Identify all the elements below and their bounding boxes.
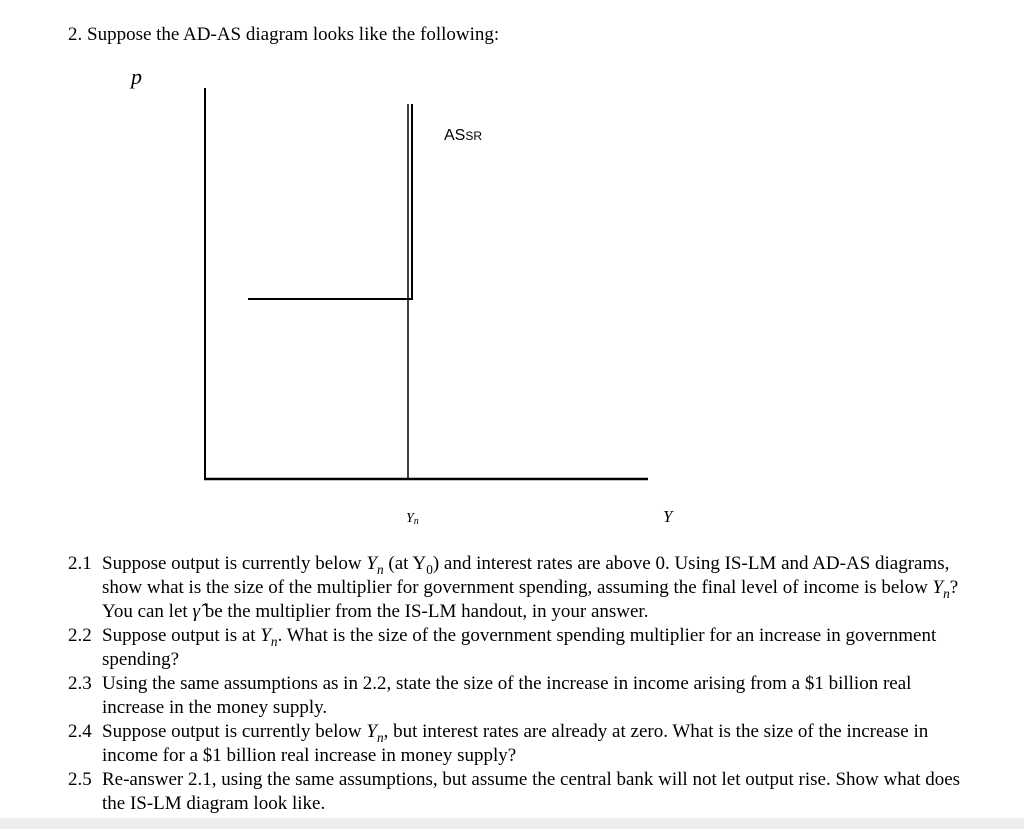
- as-sr-label: ASSR: [444, 127, 483, 144]
- question-heading: 2. Suppose the AD-AS diagram looks like the following:: [68, 24, 500, 45]
- yn-tick-label: Yn: [406, 511, 419, 527]
- question-2-3: 2.3 Using the same assumptions as in 2.2, state the size of the increase in income arising from a $1 billion real increase in the money supply.: [68, 673, 912, 718]
- question-2-5: 2.5 Re-answer 2.1, using the same assumptions, but assume the central bank will not let output rise. Show what does the IS-LM diagram look like.: [68, 769, 961, 814]
- page-bottom-edge: [0, 818, 1024, 829]
- question-2-4: 2.4 Suppose output is currently below $Y_n$, but interest rates are already at zero. What is the size of the increase in income for a $1 billion real increase in money supply?: [68, 721, 929, 766]
- question-2-1: 2.1 Suppose output is currently below $Y_n$ (at $Y_0$) and interest rates are above 0. Using IS-LM and AD-AS diagrams, show what is the size of the multiplier for government spending, assuming the final level of income is below $Y_n$? You can let γ̂ be the multiplier from the IS-LM handout, in your answer.: [68, 553, 959, 622]
- y-axis-label: p: [131, 64, 142, 89]
- question-list: [68, 552, 968, 816]
- x-axis-label: Y: [663, 507, 673, 526]
- question-2-2: 2.2 Suppose output is at $Y_n$. What is the size of the government spending multiplier for an increase in government spending?: [68, 625, 937, 670]
